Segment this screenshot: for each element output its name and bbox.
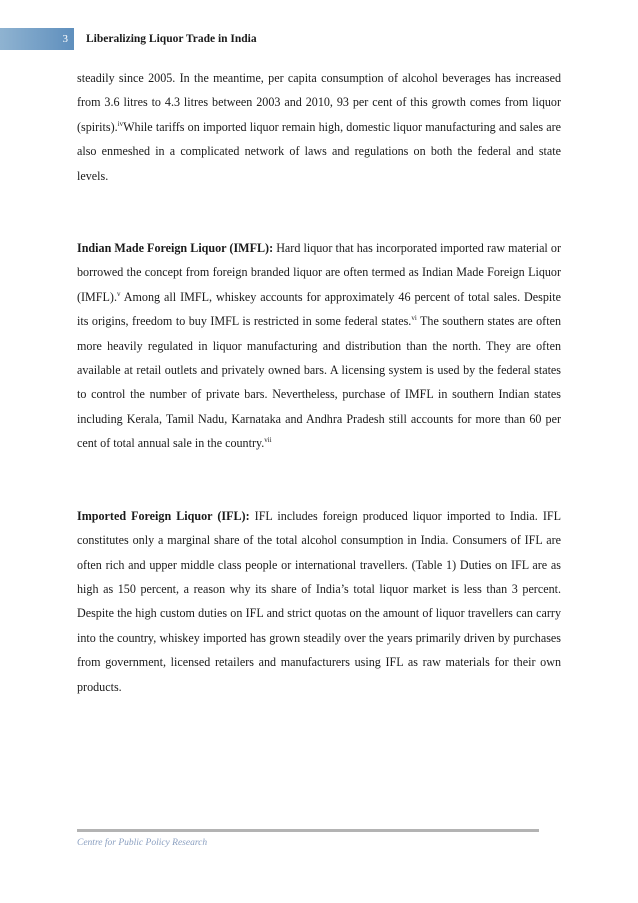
p1-text-a: steadily since 2005. In the meantime, per capita consumption of alcohol beverages has increased from 3.6 litres to 4.3 litres between 2003 and 2010, 93 per cent of this growth comes from liquor (spirits). [77, 71, 561, 134]
endnote-ref-v: v [116, 289, 121, 298]
p2-text-b: Among all IMFL, whiskey accounts for approximately 46 percent of total sales. Despite its origins, freedom to buy IMFL is restricted in some federal states. [77, 289, 561, 329]
paragraph-ifl [77, 504, 561, 699]
paragraph-imfl [77, 236, 561, 456]
paragraph-1 [77, 66, 561, 188]
p1-text-b: While tariffs on imported liquor remain high, domestic liquor manufacturing and sales are also enmeshed in a complicated network of laws and regulations on both the federal and state levels. [77, 119, 561, 183]
endnote-ref-iv: iv [117, 119, 124, 128]
p3-text-a: IFL includes foreign produced liquor imported to India. IFL constitutes only a marginal share of the total alcohol consumption in India. Consumers of IFL are often rich and upper middle class people or international travellers. (Table 1) Duties on IFL are as high as 150 percent, a reason why its share of India’s total liquor market is less than 3 percent. Despite the high custom duties on IFL and strict quotas on the amount of liquor travellers can carry into the country, whiskey imported has grown steadily over the years primarily driven by purchases from government, licensed retailers and manufacturers using IFL as raw materials for their own products. [77, 508, 561, 694]
body-text [77, 66, 561, 699]
ifl-heading: Imported Foreign Liquor (IFL): [77, 508, 250, 523]
footer-org-name: Centre for Public Policy Research [77, 838, 208, 848]
page-number: 3 [0, 28, 74, 50]
running-title: Liberalizing Liquor Trade in India [86, 33, 257, 45]
endnote-ref-vii: vii [264, 436, 272, 445]
imfl-heading: Indian Made Foreign Liquor (IMFL): [77, 241, 274, 256]
endnote-ref-vi: vi [411, 314, 417, 323]
p2-text-a: Hard liquor that has incorporated imported raw material or borrowed the concept from foreign branded liquor are often termed as Indian Made Foreign Liquor (IMFL). [77, 241, 561, 304]
footer-rule [77, 829, 539, 832]
p2-text-c: The southern states are often more heavily regulated in liquor manufacturing and distribution than the north. They are often available at retail outlets and privately owned bars. A licensing system is used by the federal states to control the number of private bars. Nevertheless, purchase of IMFL in southern Indian states including Kerala, Tamil Nadu, Karnataka and Andhra Pradesh still accounts for more than 60 per cent of total annual sale in the country. [77, 314, 561, 451]
page-header [0, 28, 638, 50]
